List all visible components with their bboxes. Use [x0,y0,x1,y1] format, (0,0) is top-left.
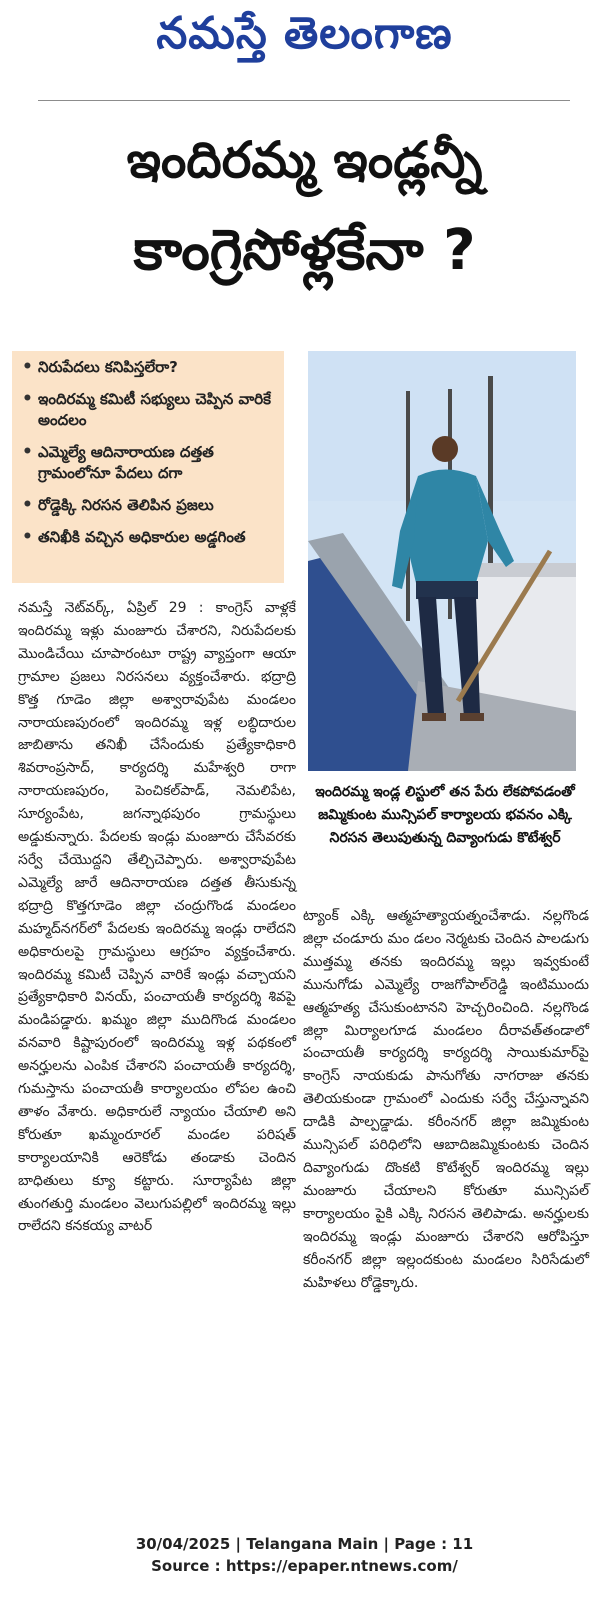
newspaper-logo: నమస్తే తెలంగాణ [156,8,453,59]
highlight-item: • ఎమ్మెల్యే ఆదినారాయణ దత్తత గ్రామంలోనూ పేదలు దగా [20,442,278,484]
footer-date-edition: 30/04/2025 | Telangana Main | Page : 11 [135,1535,474,1553]
highlights-box [12,351,284,583]
highlights-list [12,351,284,548]
highlight-item: • రోడ్డెక్కి నిరసన తెలిపిన ప్రజలు [20,495,278,516]
highlight-item: • తనిఖీకి వచ్చిన అధికారుల అడ్డగింత [20,527,278,548]
headline-line-2: కాంగ్రెసోళ్లకేనా ? [133,218,476,283]
article-body-left-column: నమస్తే నెట్‌వర్క్, ఏప్రిల్ 29 : కాంగ్రెస్ వాళ్లకే ఇందిరమ్మ ఇళ్లు మంజూరు చేశారని, నిరుపేదలకు మొండిచేయి చూపారంటూ రాష్ట్ర వ్యాప్తంగా ఆయా గ్రామాల ప్రజలు నిరసనలు వ్యక్తంచేశారు. భద్రాద్రి కొత్త గూడెం జిల్లా అశ్వారావుపేట మండలం నారాయణపురంలో ఇందిరమ్మ ఇళ్ల లబ్ధిదారుల జాబితాను తనిఖీ చేసేందుకు ప్రత్యేకాధికారి శివరాంప్రసాద్, కార్యదర్శి మహేశ్వరి రాగా నారాయణపురం, పెంచికల్‌పాడ్, నెమలిపేట, సూర్యంపేట, జగన్నాథపురం గ్రామస్థులు అడ్డుకున్నారు. పేదలకు ఇండ్లు మంజూరు చేసేవరకు సర్వే చేయొద్దని తేల్చిచెప్పారు. అశ్వారావుపేట ఎమ్మెల్యే జారే ఆదినారాయణ దత్తత తీసుకున్న భద్రాద్రి కొత్తగూడెం జిల్లా చంద్రుగొండ మండలం మహ్మద్‌నగర్‌లో పేదలకు ఇందిరమ్మ ఇండ్లు రాలేదని అధికారులపై గ్రామస్థులు ఆగ్రహం వ్యక్తంచేశారు. ఇందిరమ్మ కమిటీ చెప్పిన వారికే ఇండ్లు వచ్చాయని ప్రత్యేకాధికారి వినయ్, పంచాయతీ కార్యదర్శి శివపై మండిపడ్డారు. ఖమ్మం జిల్లా ముదిగొండ మండలం వనవారి కిష్టాపురంలో ఇందిరమ్మ ఇళ్ల పథకంలో అనర్హులను ఎంపిక చేశారని పంచాయతీ కార్యదర్శి, గుమస్తాను పంచాయతీ కార్యాలయం లోపల ఉంచి తాళం వేశారు. అధికారులే న్యాయం చేయాలి అని కోరుతూ ఖమ్మంరూరల్ మండల పరిషత్ కార్యాలయానికి ఆరెకోడు తండాకు చెందిన బాధితులు క్యూ కట్టారు. సూర్యాపేట జిల్లా తుంగతుర్తి మండలం వెలుగుపల్లిలో ఇందిరమ్మ ఇల్లు రాలేదని కనకయ్య వాటర్ [18,600,296,1235]
article-body-right-column: ట్యాంక్ ఎక్కి ఆత్మహత్యాయత్నంచేశాడు. నల్లగొండ జిల్లా చండూరు మం డలం నెర్మటకు చెందిన పాలడుగు ముత్తమ్మ తనకు ఇందిరమ్మ ఇల్లు ఇవ్వకుంటే మునుగోడు ఎమ్మెల్యే రాజగోపాల్‌రెడ్డి ఇంటిముందు ఆత్మహత్య చేసుకుంటానని హెచ్చరించింది. నల్లగొండ జిల్లా మిర్యాలగూడ మండలం దీరావత్‌తండాలో పంచాయతీ కార్యదర్శి కార్యదర్శి సాయికుమార్‌పై కాంగ్రెస్ నాయకుడు పానుగోతు నాగరాజు తనకు తెలియకుండా గ్రామంలో ఎందుకు సర్వే చేస్తున్నావని దాడికి పాల్పడ్డాడు. కరీంనగర్ జిల్లా జమ్మికుంట మున్సిపల్ పరిధిలోని ఆబాదిజమ్మికుంటకు చెందిన దివ్యాంగుడు దొంకటి కొటేశ్వర్ ఇందిరమ్మ ఇల్లు మంజూరు చేయాలని కోరుతూ మున్సిపల్ కార్యాలయం పైకి ఎక్కి నిరసన తెలిపాడు. అనర్హులకు ఇందిరమ్మ ఇండ్లు మంజూరు చేశారని ఆరోపిస్తూ కరీంనగర్ జిల్లా ఇల్లందకుంట మండలం సిరిసేడులో మహిళలు రోడ్డెక్కారు. [303,908,589,1291]
photo-caption: ఇందిరమ్మ ఇండ్ల లిస్టులో తన పేరు లేకపోవడంతో జమ్మికుంట మున్సిపల్ కార్యాలయ భవనం ఎక్కి నిరసన తెలుపుతున్న దివ్యాంగుడు కొటేశ్వర్ [315,784,575,846]
headline-line-1: ఇందిరమ్మ ఇండ్లన్నీ [126,131,483,189]
footer-source: Source : https://epaper.ntnews.com/ [151,1557,458,1575]
masthead-rule [38,100,570,101]
masthead [0,0,609,100]
protester-on-rooftop-photo [308,351,576,771]
news-photo [308,351,576,771]
highlight-item: • నిరుపేదలు కనిపిస్తలేరా? [20,357,278,378]
highlight-item: • ఇందిరమ్మ కమిటీ సభ్యులు చెప్పిన వారికే అందలం [20,389,278,431]
